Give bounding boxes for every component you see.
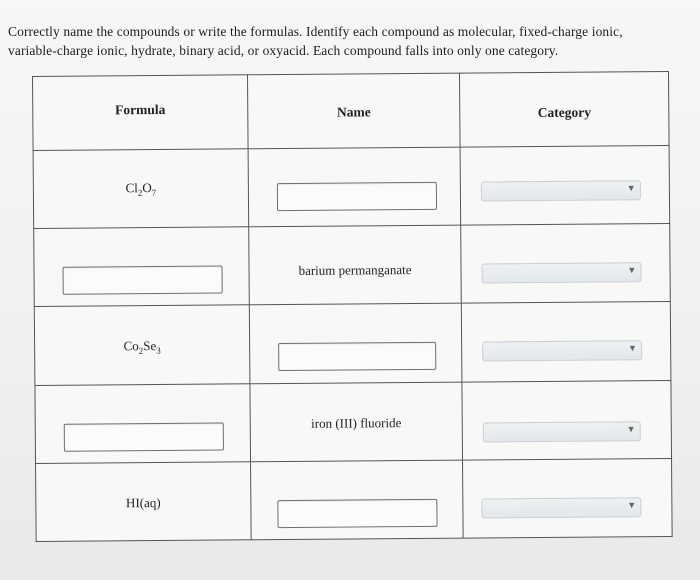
compound-table-container [32,71,672,542]
formula-text [34,179,248,198]
category-cell [461,302,671,382]
formula-element: O [142,180,152,196]
category-select[interactable] [482,341,642,362]
formula-text: HI(aq) [125,494,161,511]
compound-table [32,71,673,542]
name-header [247,73,460,149]
formula-element: Co [123,338,139,354]
formula-element: Cl [125,180,138,196]
name-header-label: Name [336,104,371,120]
category-select[interactable] [481,263,641,284]
table-row [36,458,673,541]
table-row [33,146,670,229]
formula-subscript: 2 [137,187,143,198]
chevron-down-icon: ▼ [628,424,634,433]
formula-cell [34,305,250,385]
instructions [8,22,688,60]
formula-input[interactable] [64,422,224,451]
name-text: barium permanganate [298,262,412,279]
category-cell [461,224,671,304]
formula-cell [35,383,251,463]
chevron-down-icon: ▼ [628,501,635,510]
name-cell [249,304,462,384]
formula-header [33,75,249,151]
name-cell [250,382,463,462]
category-select[interactable] [481,180,641,201]
category-select[interactable] [483,421,641,442]
name-cell [248,147,461,227]
formula-input[interactable] [63,266,223,295]
name-cell [251,460,464,540]
table-row [35,380,672,463]
table-header-row [33,72,670,151]
chevron-down-icon: ▼ [628,184,634,193]
category-header [459,72,669,148]
formula-text [35,338,249,357]
chevron-down-icon: ▼ [629,266,635,275]
formula-subscript: 7 [151,187,157,198]
chevron-down-icon: ▼ [629,344,636,353]
category-select[interactable] [481,497,641,518]
table-row [34,302,671,385]
formula-subscript: 3 [156,346,161,357]
category-cell [463,458,673,538]
name-input[interactable] [277,499,437,528]
name-input[interactable] [278,342,436,371]
name-input[interactable] [277,182,437,211]
formula-header-label: Formula [115,101,166,118]
formula-subscript: 2 [138,346,144,357]
table-row [34,224,671,307]
instructions-line-1: Correctly name the compounds or write the formulas. Identify each compound as molecular, fixed-charge ionic, [8,24,623,39]
formula-element: Se [143,338,157,354]
name-text: iron (III) fluoride [311,414,402,431]
formula-cell [33,149,249,229]
name-cell [249,225,462,305]
category-header-label: Category [537,104,591,121]
category-cell [462,380,672,460]
instructions-line-2: variable-charge ionic, hydrate, binary acid, or oxyacid. Each compound falls into only one category. [8,43,559,58]
category-cell [460,146,670,226]
formula-cell [34,227,250,307]
formula-cell [36,462,252,542]
